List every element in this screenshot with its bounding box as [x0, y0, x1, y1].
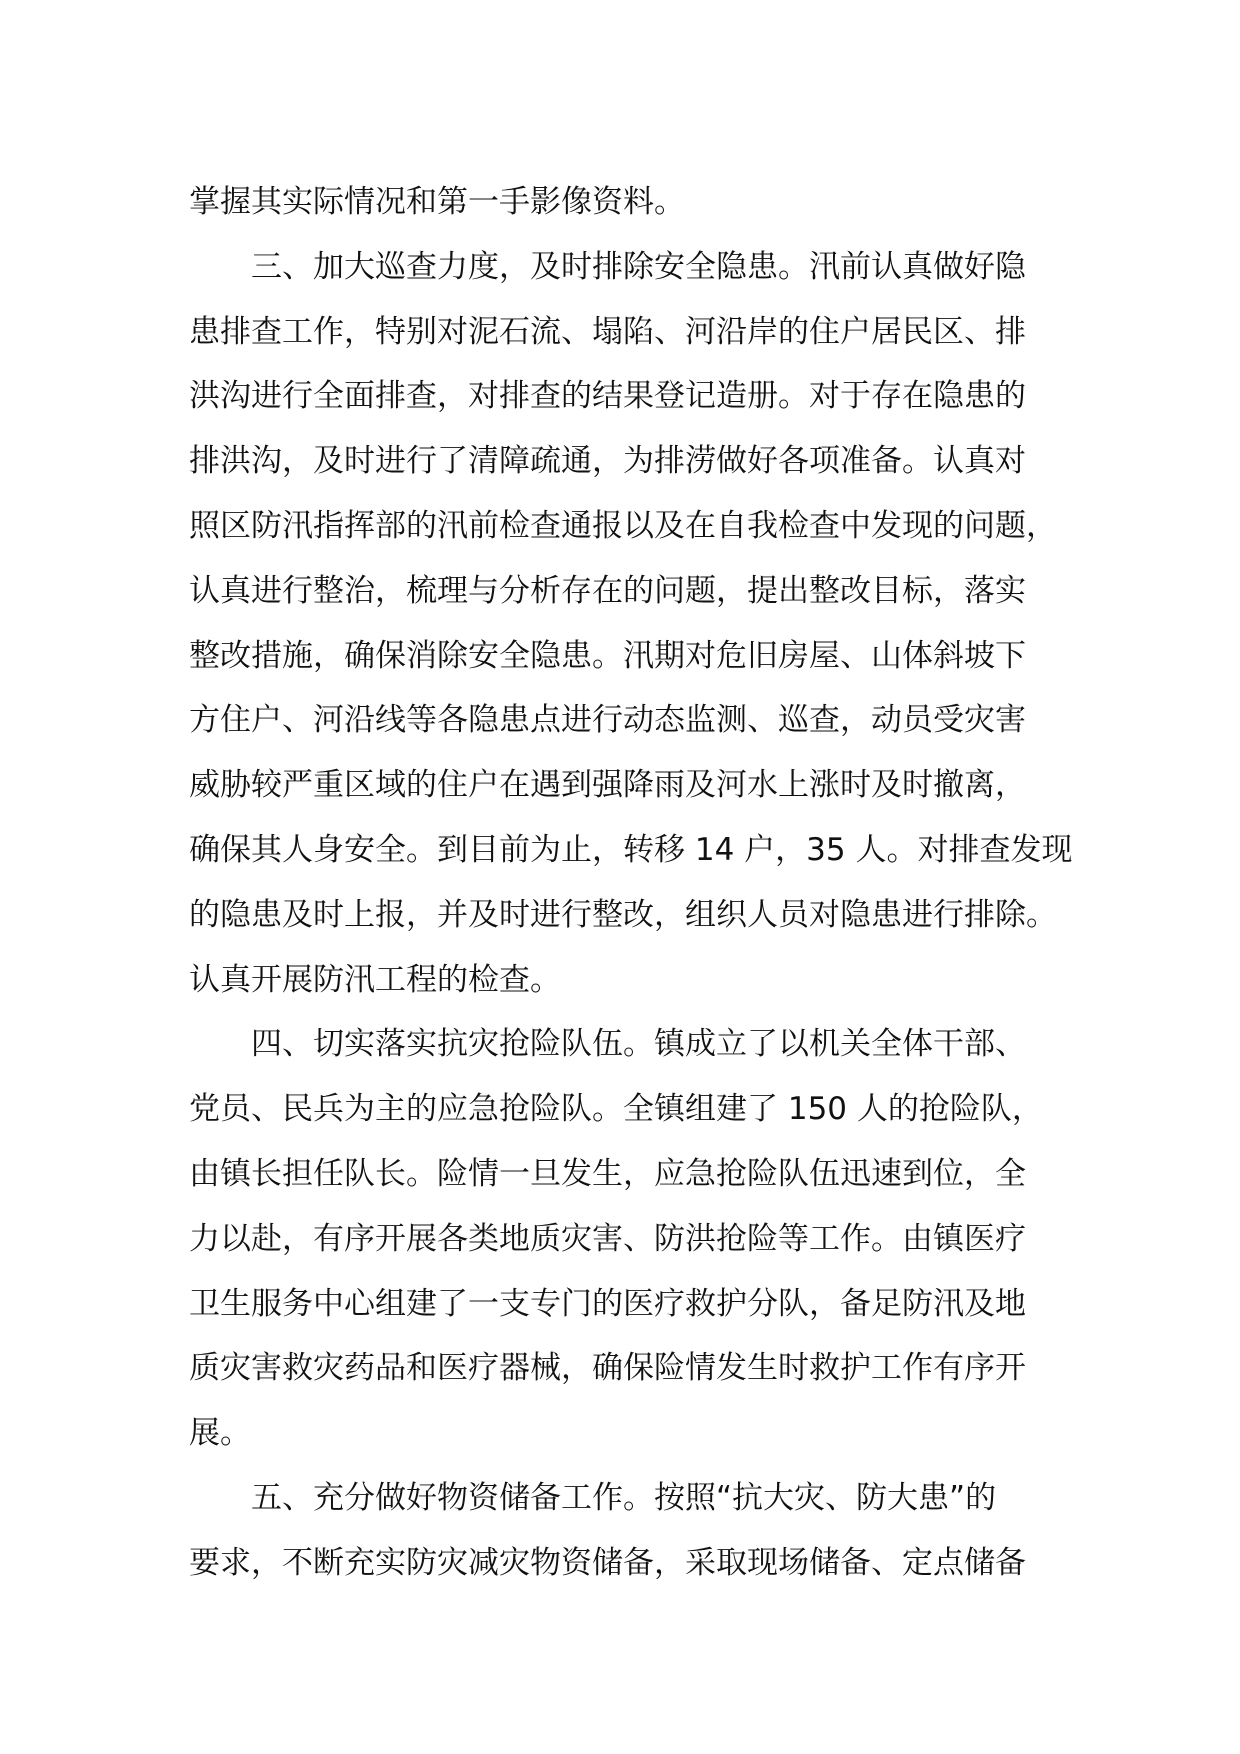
text-line: 党员、民兵为主的应急抢险队。全镇组建了 150 人的抢险队， — [189, 1091, 1043, 1128]
text-line: 方住户、河沿线等各隐患点进行动态监测、巡查，动员受灾害 — [189, 702, 1026, 739]
text-line: 掌握其实际情况和第一手影像资料。 — [189, 184, 685, 220]
text-line: 确保其人身安全。到目前为止，转移 14 户，35 人。对排查发现 — [189, 831, 1073, 868]
section-three-heading-line: 三、加大巡查力度，及时排除安全隐患。汛前认真做好隐 — [251, 248, 1026, 285]
body-text — [189, 170, 1081, 1596]
section-four-heading-line: 四、切实落实抗灾抢险队伍。镇成立了以机关全体干部、 — [251, 1026, 1026, 1063]
text-line: 要求，不断充实防灾减灾物资储备，采取现场储备、定点储备 — [189, 1544, 1026, 1581]
text-line: 洪沟进行全面排查，对排查的结果登记造册。对于存在隐患的 — [189, 378, 1026, 415]
text-line: 整改措施，确保消除安全隐患。汛期对危旧房屋、山体斜坡下 — [189, 637, 1026, 674]
text-line: 力以赴，有序开展各类地质灾害、防洪抢险等工作。由镇医疗 — [189, 1220, 1026, 1257]
text-line: 卫生服务中心组建了一支专门的医疗救护分队，备足防汛及地 — [189, 1285, 1026, 1322]
section-five-heading-line: 五、充分做好物资储备工作。按照“抗大灾、防大患”的 — [251, 1479, 997, 1516]
text-line: 患排查工作，特别对泥石流、塌陷、河沿岸的住户居民区、排 — [189, 313, 1026, 350]
text-line: 展。 — [189, 1415, 251, 1452]
text-line: 排洪沟，及时进行了清障疏通，为排涝做好各项准备。认真对 — [189, 443, 1026, 480]
text-line: 的隐患及时上报，并及时进行整改，组织人员对隐患进行排除。 — [189, 896, 1057, 933]
text-line: 威胁较严重区域的住户在遇到强降雨及河水上涨时及时撤离， — [189, 767, 1026, 804]
text-line: 由镇长担任队长。险情一旦发生，应急抢险队伍迅速到位，全 — [189, 1155, 1026, 1192]
text-line: 认真开展防汛工程的检查。 — [189, 961, 561, 998]
text-line: 照区防汛指挥部的汛前检查通报以及在自我检查中发现的问题， — [189, 507, 1057, 544]
text-line: 质灾害救灾药品和医疗器械，确保险情发生时救护工作有序开 — [189, 1350, 1026, 1387]
text-line: 认真进行整治，梳理与分析存在的问题，提出整改目标，落实 — [189, 572, 1026, 609]
